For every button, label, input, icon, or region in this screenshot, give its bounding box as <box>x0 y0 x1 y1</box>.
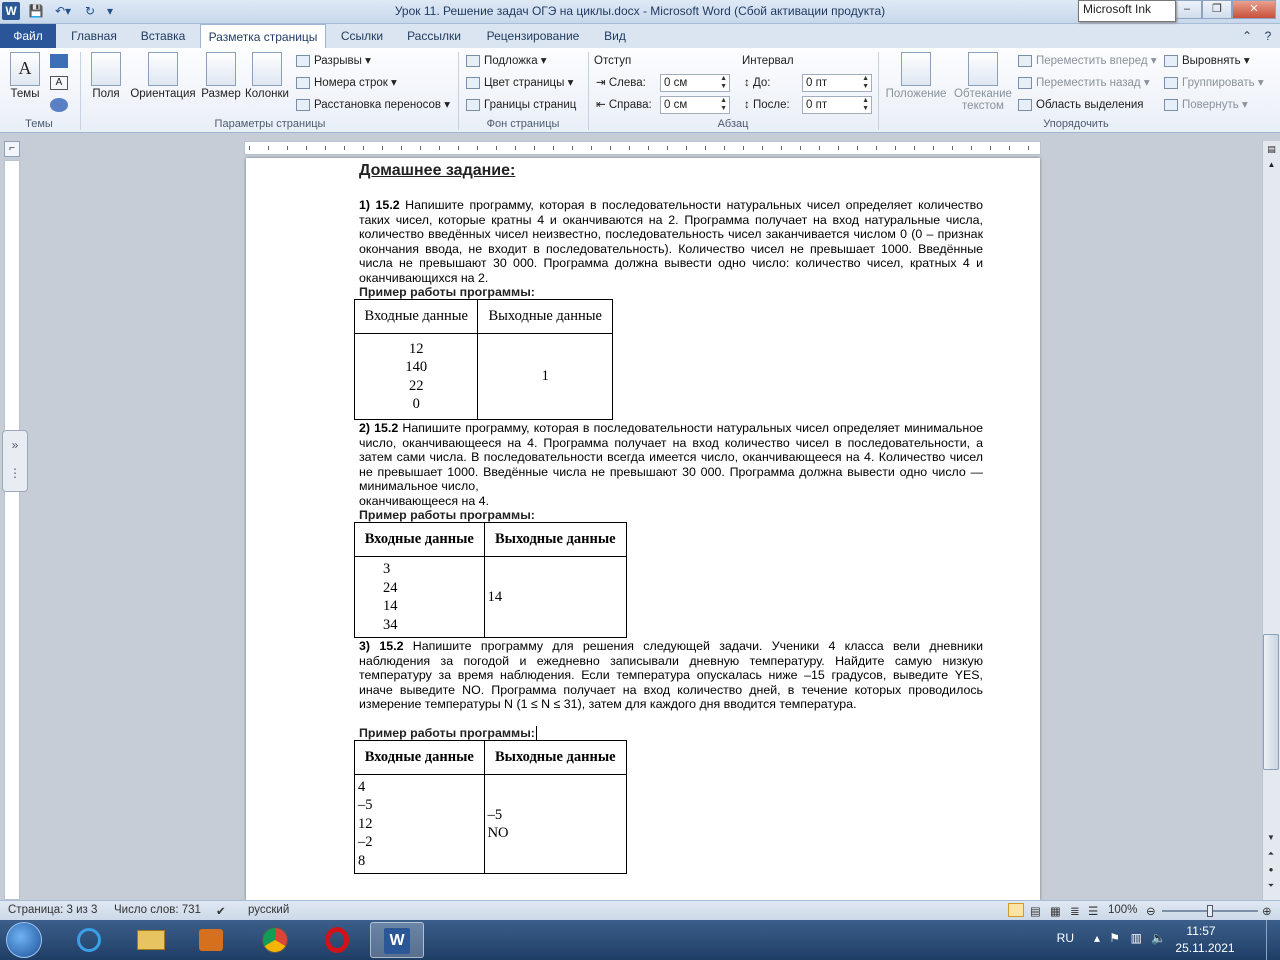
selection-pane-label: Область выделения <box>1036 99 1144 111</box>
task3-number: 3) 15.2 <box>359 639 404 653</box>
watermark-icon <box>466 55 480 67</box>
ruler-tick <box>724 146 725 150</box>
word-count[interactable]: Число слов: 731 <box>114 904 201 916</box>
page-color-icon <box>466 77 480 89</box>
show-desktop-button[interactable] <box>1266 920 1280 960</box>
network-icon[interactable]: ▥ <box>1130 931 1142 945</box>
send-backward-button[interactable]: Переместить назад ▾ <box>1018 74 1150 92</box>
taskbar-chrome-icon[interactable] <box>248 922 302 958</box>
indent-right-label: ⇤ Справа: <box>596 99 652 111</box>
task1-number: 1) 15.2 <box>359 198 400 212</box>
clock-date[interactable]: 25.11.2021 <box>1175 941 1235 955</box>
minimize-button[interactable]: – <box>1172 0 1202 19</box>
task2-table <box>354 522 627 638</box>
breaks-label: Разрывы <box>314 55 362 67</box>
proofing-icon[interactable]: ✔ <box>216 906 226 918</box>
ruler-tick <box>458 146 459 150</box>
horizontal-ruler[interactable] <box>244 141 1041 155</box>
side-panel-handle[interactable]: » ⋮ <box>2 430 28 492</box>
task3-table <box>354 740 627 874</box>
align-icon <box>1164 55 1178 67</box>
ruler-tick <box>781 146 782 150</box>
taskbar-word-icon[interactable]: W <box>370 922 424 958</box>
ruler-tick <box>572 146 573 150</box>
ruler-tick <box>268 146 269 150</box>
align-label: Выровнять <box>1182 55 1241 67</box>
scroll-up-icon[interactable]: ▲ <box>1267 160 1276 169</box>
line-numbers-button[interactable]: Номера строк ▾ <box>296 74 397 92</box>
task1-output: 1 <box>478 334 613 420</box>
align-button[interactable]: Выровнять ▾ <box>1164 52 1250 70</box>
scroll-nav-buttons[interactable]: ▼ ⏶ ● ⏷ <box>1267 833 1275 890</box>
taskbar-opera-icon[interactable] <box>310 922 364 958</box>
outline-view-icon[interactable]: ≣ <box>1070 906 1080 918</box>
page-color-button[interactable]: Цвет страницы ▾ <box>466 74 573 92</box>
task2-text: Напишите программу, которая в последовательности натуральных чисел определяет минимальное число, оканчивающееся на 4. Программа получает на вход количество чисел в последовательности, а затем сами числа. В последовательности всегда имеется число, оканчивающееся на 4. Количество чисел не превышает 1000. Введённые числа не превышают 30 000. Программа должна вывести одно число — минимальное число, <box>359 421 983 494</box>
tab-selector-icon[interactable]: ⌐ <box>4 141 20 157</box>
orientation-icon <box>148 52 178 86</box>
zoom-slider-thumb[interactable] <box>1207 905 1213 917</box>
group-objects-button[interactable]: Группировать ▾ <box>1164 74 1264 92</box>
indent-left-input[interactable]: 0 см ▲ ▼ <box>660 74 730 92</box>
vertical-scrollbar[interactable] <box>1262 141 1280 900</box>
task2-paragraph-end: оканчивающееся на 4. <box>359 494 490 508</box>
bring-forward-icon <box>1018 55 1032 67</box>
task2-inputs: 3 24 14 34 <box>355 557 485 638</box>
position-icon <box>901 52 931 86</box>
ruler-tick <box>249 146 250 150</box>
ruler-tick <box>401 146 402 150</box>
spacing-before-label: ↕ До: <box>744 77 771 89</box>
group-objects-icon <box>1164 77 1178 89</box>
ruler-tick <box>914 146 915 150</box>
orientation-label: Ориентация <box>130 88 196 100</box>
ruler-tick <box>553 146 554 150</box>
ruler-tick <box>306 146 307 150</box>
rotate-button[interactable]: Повернуть ▾ <box>1164 96 1248 114</box>
rotate-icon <box>1164 99 1178 111</box>
clock-time[interactable]: 11:57 <box>1186 924 1216 938</box>
ruler-toggle-icon[interactable]: ▤ <box>1267 144 1276 154</box>
group-label-page-setup: Параметры страницы <box>214 118 326 130</box>
word-app-icon[interactable]: W <box>2 2 20 20</box>
start-button[interactable] <box>6 922 42 958</box>
ruler-tick <box>895 146 896 150</box>
ruler-tick <box>648 146 649 150</box>
tab-references[interactable]: Ссылки <box>340 29 384 43</box>
tab-home[interactable]: Главная <box>71 29 117 43</box>
task2-example-label: Пример работы программы: <box>359 508 535 522</box>
columns-icon <box>252 52 282 86</box>
task1-example-label: Пример работы программы: <box>359 285 535 299</box>
ruler-tick <box>439 146 440 150</box>
restore-button[interactable]: ❐ <box>1202 0 1232 19</box>
close-button[interactable]: ✕ <box>1232 0 1276 19</box>
task2-output: 14 <box>484 557 626 638</box>
ruler-tick <box>591 146 592 150</box>
rotate-label: Повернуть <box>1182 99 1239 111</box>
ruler-tick <box>610 146 611 150</box>
breaks-button[interactable]: Разрывы ▾ <box>296 52 371 70</box>
themes-label: Темы <box>10 88 40 100</box>
spacing-before-input[interactable]: 0 пт ▲ ▼ <box>802 74 872 92</box>
ruler-tick <box>971 146 972 150</box>
bring-forward-label: Переместить вперед <box>1036 55 1148 67</box>
ruler-tick <box>496 146 497 150</box>
volume-icon[interactable]: 🔈 <box>1151 931 1166 945</box>
ruler-tick <box>857 146 858 150</box>
wrap-text-label: Обтекание текстом <box>954 88 1012 112</box>
ruler-tick <box>933 146 934 150</box>
selection-pane-button[interactable] <box>1018 96 1144 114</box>
ruler-tick <box>667 146 668 150</box>
ruler-tick <box>819 146 820 150</box>
size-button[interactable] <box>200 52 242 100</box>
size-label: Размер <box>201 88 241 100</box>
window-title: Урок 11. Решение задач ОГЭ на циклы.docx - Microsoft Word (Сбой активации продукта) <box>394 4 886 18</box>
group-objects-label: Группировать <box>1182 77 1255 89</box>
show-hidden-icons-icon[interactable]: ▴ <box>1093 931 1100 945</box>
undo-icon[interactable]: ↶▾ <box>54 4 72 18</box>
spacing-after-label: ↕ После: <box>744 99 790 111</box>
task2-input-header: Входные данные <box>355 523 485 557</box>
hyphenation-icon <box>296 99 310 111</box>
tab-page-layout[interactable]: Разметка страницы <box>200 24 326 48</box>
themes-icon: A <box>10 52 40 86</box>
task3-outputs: –5 NO <box>484 775 626 874</box>
ruler-ticks <box>245 142 1040 154</box>
minimize-ribbon-icon[interactable]: ⌃ <box>1241 29 1253 43</box>
ruler-tick <box>876 146 877 150</box>
redo-icon[interactable]: ↻ <box>84 4 96 18</box>
group-label-paragraph: Абзац <box>717 118 749 130</box>
ruler-tick <box>990 146 991 150</box>
ruler-tick <box>686 146 687 150</box>
group-label-arrange: Упорядочить <box>1043 118 1109 130</box>
print-layout-view-icon[interactable] <box>1008 903 1024 917</box>
columns-label: Колонки <box>245 88 289 100</box>
tab-view[interactable]: Вид <box>604 29 626 43</box>
send-backward-icon <box>1018 77 1032 89</box>
text-cursor <box>536 726 537 740</box>
status-bar <box>0 900 1280 920</box>
page-count[interactable]: Страница: 3 из 3 <box>8 904 98 916</box>
zoom-out-icon[interactable]: ⊖ <box>1146 906 1156 918</box>
indent-heading: Отступ <box>594 55 632 67</box>
task2-output-header: Выходные данные <box>484 523 626 557</box>
ruler-tick <box>800 146 801 150</box>
spacing-after-input[interactable]: 0 пт ▲ ▼ <box>802 96 872 114</box>
task3-paragraph <box>359 639 983 712</box>
scrollbar-thumb[interactable] <box>1263 634 1279 770</box>
taskbar-explorer-icon[interactable] <box>124 922 178 958</box>
task2-paragraph <box>359 421 983 494</box>
wrap-text-icon <box>968 52 998 86</box>
position-button[interactable] <box>882 52 950 100</box>
zoom-in-icon[interactable]: ⊕ <box>1262 906 1272 918</box>
tab-file[interactable]: Файл <box>0 24 56 48</box>
homework-heading: Домашнее задание: <box>359 162 516 179</box>
task3-example-label: Пример работы программы: <box>359 726 535 740</box>
zoom-slider[interactable] <box>1162 910 1258 912</box>
line-numbers-icon <box>296 77 310 89</box>
document-page[interactable] <box>246 158 1040 900</box>
spacing-heading: Интервал <box>742 55 794 67</box>
theme-effects-icon[interactable] <box>50 98 68 112</box>
ruler-tick <box>952 146 953 150</box>
page-borders-icon <box>466 99 480 111</box>
orientation-button[interactable] <box>128 52 198 100</box>
hyphenation-button[interactable]: Расстановка переносов ▾ <box>296 96 450 114</box>
task1-paragraph <box>359 198 983 286</box>
tab-insert[interactable]: Вставка <box>140 29 186 43</box>
indent-left-label: ⇥ Слева: <box>596 77 646 89</box>
task3-input-header: Входные данные <box>355 741 485 775</box>
task1-input-header: Входные данные <box>355 300 478 334</box>
indent-right-input[interactable]: 0 см ▲ ▼ <box>660 96 730 114</box>
save-icon[interactable]: 💾 <box>28 4 44 18</box>
hyphenation-label: Расстановка переносов <box>314 99 441 111</box>
taskbar-media-player-icon[interactable] <box>184 922 238 958</box>
task2-number: 2) 15.2 <box>359 421 399 435</box>
ruler-tick <box>363 146 364 150</box>
themes-button[interactable] <box>4 52 46 100</box>
margins-icon <box>91 52 121 86</box>
task1-text: Напишите программу, которая в последовательности натуральных чисел определяет количество таких чисел, которые кратны 4 и оканчиваются на 2. Программа получает на вход натуральные числа, количество введённых чисел неизвестно, последовательность чисел заканчивается числом 0 (0 – признак окончания ввода, не входит в последовательность). Количество чисел не превышает 1000. Введённые числа не превышают 30 000. Программа должна вывести одно число: количество чисел, кратных 4 и оканчивающихся на 2. <box>359 198 983 285</box>
wrap-text-button[interactable] <box>952 52 1014 112</box>
ruler-tick <box>534 146 535 150</box>
task1-inputs: 12 140 22 0 <box>355 334 478 420</box>
size-icon <box>206 52 236 86</box>
task3-output-header: Выходные данные <box>484 741 626 775</box>
task1-table <box>354 299 613 420</box>
ruler-tick <box>762 146 763 150</box>
vertical-ruler[interactable] <box>4 160 20 900</box>
taskbar <box>0 920 1280 960</box>
ruler-tick <box>629 146 630 150</box>
send-backward-label: Переместить назад <box>1036 77 1141 89</box>
page-color-label: Цвет страницы <box>484 77 565 89</box>
task3-text: Напишите программу для решения следующей задачи. Ученики 4 класса вели дневники наблюдения за погодой и ежедневно записывали дневную температуру. Найдите самую низкую температуру за время наблюдения. Если температура опускалась ниже –15 градусов, выведите YES, иначе выведите NO. Программа получает на вход количество дней, в течение которых проводилось измерение температуры N (1 ≤ N ≤ 31), затем для каждого дня вводится температура. <box>359 639 984 712</box>
ruler-tick <box>325 146 326 150</box>
page-borders-label: Границы страниц <box>484 99 577 111</box>
ruler-tick <box>287 146 288 150</box>
task1-output-header: Выходные данные <box>478 300 613 334</box>
theme-fonts-icon[interactable]: A <box>50 76 68 90</box>
page-borders-button[interactable] <box>466 96 576 114</box>
ruler-tick <box>838 146 839 150</box>
tab-mailings[interactable]: Рассылки <box>407 29 461 43</box>
task3-inputs: 4 –5 12 –2 8 <box>355 775 485 874</box>
breaks-icon <box>296 55 310 67</box>
ruler-tick <box>382 146 383 150</box>
columns-button[interactable] <box>242 52 292 100</box>
full-screen-view-icon[interactable]: ▤ <box>1030 906 1041 918</box>
zoom-level[interactable]: 100% <box>1108 904 1138 916</box>
customize-toolbar-icon[interactable]: ▾ <box>106 4 114 18</box>
draft-view-icon[interactable]: ☰ <box>1088 906 1099 918</box>
ribbon <box>0 48 1280 133</box>
ruler-tick <box>477 146 478 150</box>
margins-label: Поля <box>92 88 120 100</box>
tab-review[interactable]: Рецензирование <box>486 29 580 43</box>
ruler-tick <box>1009 146 1010 150</box>
taskbar-ie-icon[interactable] <box>62 922 116 958</box>
watermark-button[interactable]: Подложка ▾ <box>466 52 547 70</box>
group-label-themes: Темы <box>25 118 53 130</box>
theme-colors-icon[interactable] <box>50 54 68 68</box>
bring-forward-button[interactable]: Переместить вперед ▾ <box>1018 52 1157 70</box>
ruler-tick <box>743 146 744 150</box>
margins-button[interactable] <box>86 52 126 100</box>
help-icon[interactable]: ? <box>1264 29 1272 43</box>
watermark-label: Подложка <box>484 55 538 67</box>
tooltip: Microsoft Ink <box>1078 0 1176 22</box>
web-layout-view-icon[interactable]: ▦ <box>1050 906 1061 918</box>
group-label-page-background: Фон страницы <box>486 118 560 130</box>
ruler-tick <box>1028 146 1029 150</box>
selection-pane-icon <box>1018 99 1032 111</box>
keyboard-language[interactable]: RU <box>1056 931 1074 945</box>
ruler-tick <box>515 146 516 150</box>
ruler-tick <box>420 146 421 150</box>
ruler-tick <box>705 146 706 150</box>
line-numbers-label: Номера строк <box>314 77 388 89</box>
language-indicator[interactable]: русский <box>248 904 290 916</box>
position-label: Положение <box>885 88 947 100</box>
action-center-icon[interactable]: ⚑ <box>1109 931 1120 945</box>
ribbon-tabs <box>0 24 1280 48</box>
ruler-tick <box>344 146 345 150</box>
